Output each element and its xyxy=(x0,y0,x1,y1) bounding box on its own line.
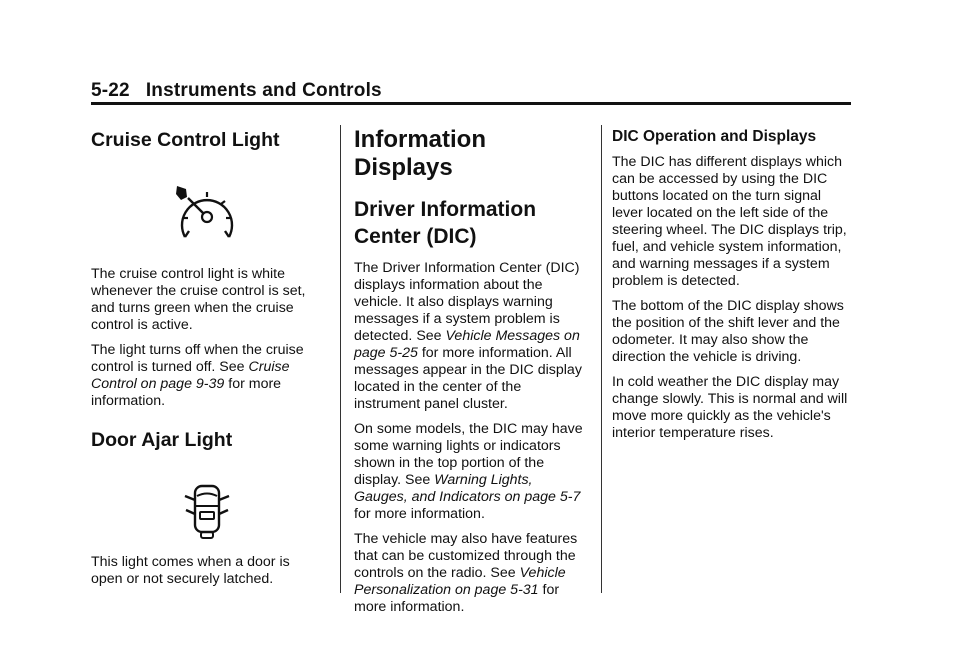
dic-operation-p1: The DIC has different displays which can be accessed by using the DIC buttons located on the turn signal lever located on the left side of the steering wheel. The DIC displays trip, fuel, and vehicle system information, and warning messages if a system problem is detected. xyxy=(612,154,847,289)
door-ajar-heading: Door Ajar Light xyxy=(91,429,233,451)
column-left xyxy=(91,120,323,588)
cruise-control-heading: Cruise Control Light xyxy=(91,129,280,151)
door-ajar-car-icon xyxy=(182,484,232,540)
warning-lights-link[interactable]: Warning Lights, Gauges, and Indicators on page 5-7 xyxy=(354,472,581,505)
cruise-light-off-text: The light turns off when the cruise control is turned off. See Cruise Control on page 9-39 for more information. xyxy=(91,342,304,409)
cruise-control-speedometer-icon xyxy=(171,184,243,244)
column-divider xyxy=(601,125,602,593)
dic-personalization-text: The vehicle may also have features that can be customized through the controls on the radio. See Vehicle Personalization on page 5-31 for more information. xyxy=(354,531,578,615)
vehicle-messages-link[interactable]: Vehicle Messages on page 5-25 xyxy=(354,328,580,361)
dic-operation-p2: The bottom of the DIC display shows the position of the shift lever and the odometer. It may also show the direction the vehicle is driving. xyxy=(612,298,844,365)
vehicle-personalization-link[interactable]: Vehicle Personalization on page 5-31 xyxy=(354,565,566,598)
page-header xyxy=(91,80,851,102)
dic-warning-lights-text: On some models, the DIC may have some warning lights or indicators shown in the top portion of the display. See Warning Lights, Gauges, and Indicators on page 5-7 for more information. xyxy=(354,421,583,522)
dic-heading: Driver Information Center (DIC) xyxy=(354,198,537,248)
header-rule xyxy=(91,102,851,105)
cruise-control-link[interactable]: Cruise Control on page 9-39 xyxy=(91,359,290,392)
column-divider xyxy=(340,125,341,593)
information-displays-heading: Information Displays xyxy=(354,126,486,181)
column-middle xyxy=(354,120,588,616)
dic-intro: The Driver Information Center (DIC) displays information about the vehicle. It also displays warning messages if a system problem is detected. See Vehicle Messages on page 5-25 for more information. All messages appear in the DIC display located in the center of the instrument panel cluster. xyxy=(354,260,582,412)
section-title: Instruments and Controls xyxy=(145,80,382,101)
cruise-light-description: The cruise control light is white whenever the cruise control is set, and turns green when the cruise control is active. xyxy=(91,266,306,333)
dic-operation-p3: In cold weather the DIC display may change slowly. This is normal and will move more quickly as the vehicle's interior temperature rises. xyxy=(612,374,848,441)
door-ajar-description: This light comes when a door is open or not securely latched. xyxy=(91,554,290,587)
column-right xyxy=(612,120,852,442)
dic-operation-heading: DIC Operation and Displays xyxy=(612,128,817,145)
page-number: 5-22 xyxy=(91,80,130,101)
